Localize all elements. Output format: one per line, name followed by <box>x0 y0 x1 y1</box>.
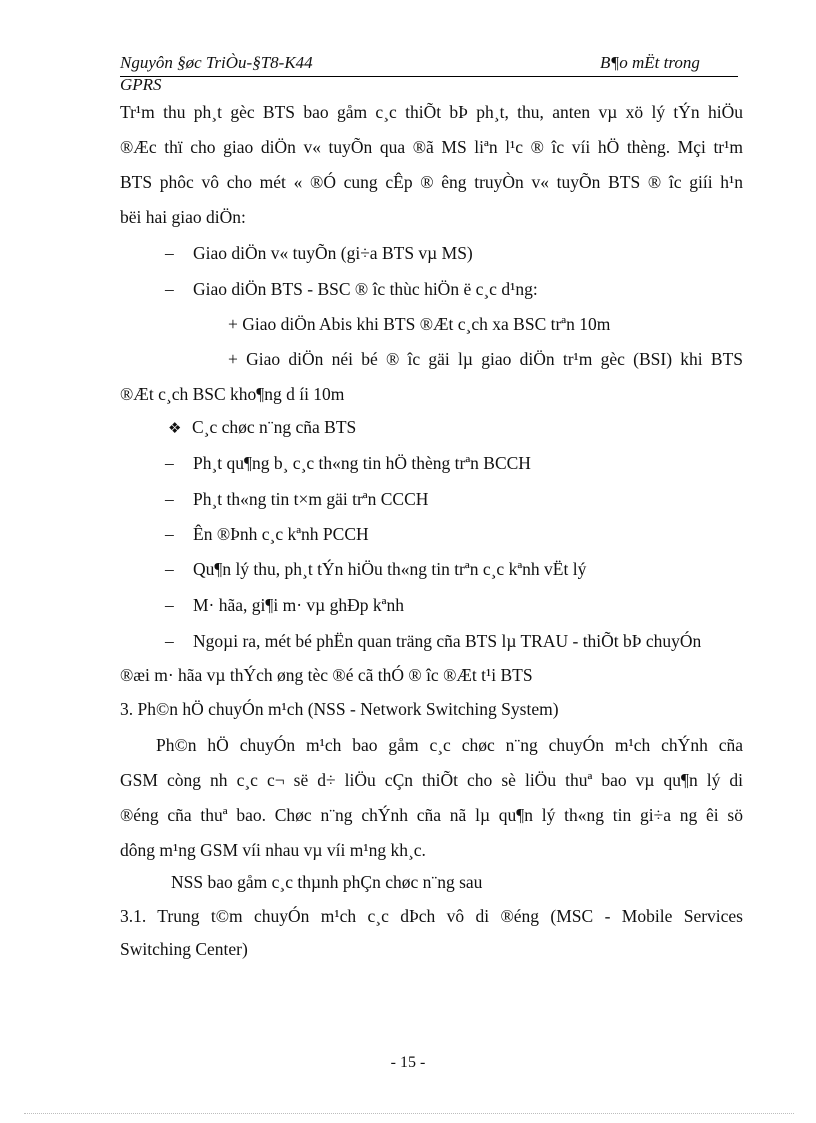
list-item-continuation: ®æi m· hãa vµ thÝch øng tèc ®é cã thÓ ® îc ®Æt t¹i BTS <box>120 665 533 685</box>
header-divider <box>120 76 738 77</box>
header-title-continuation: GPRS <box>120 75 162 94</box>
paragraph-line: GSM còng nh c¸c c¬ së d÷ liÖu cÇn thiÕt cho sè liÖu thuª bao vµ qu¶n lý di <box>120 770 743 790</box>
bullet-heading-text: C¸c chøc n¨ng cña BTS <box>192 417 357 437</box>
paragraph-line: BTS phôc vô cho mét « ®Ó cung cÊp ® êng truyÒn v« tuyÕn BTS ® îc giíi h¹n <box>120 172 743 192</box>
list-item-text: M· hãa, gi¶i m· vµ ghÐp kªnh <box>193 595 404 615</box>
dash-marker: – <box>165 243 174 263</box>
dash-marker: – <box>165 595 174 615</box>
section-heading: 3.1. Trung t©m chuyÓn m¹ch c¸c dÞch vô di ®éng (MSC - Mobile Services <box>120 906 743 926</box>
section-heading-continuation: Switching Center) <box>120 939 248 959</box>
sub-list-item: + Giao diÖn néi bé ® îc gäi lµ giao diÖn tr¹m gèc (BSI) khi BTS <box>228 349 743 369</box>
list-item <box>165 242 473 264</box>
dash-marker: – <box>165 524 174 544</box>
list-item-text: Ngoµi ra, mét bé phËn quan träng cña BTS lµ TRAU - thiÕt bÞ chuyÓn <box>193 631 702 651</box>
list-item <box>165 452 531 474</box>
sub-list-item: + Giao diÖn Abis khi BTS ®Æt c¸ch xa BSC trªn 10m <box>228 314 611 334</box>
list-item <box>165 558 586 580</box>
dash-marker: – <box>165 489 174 509</box>
list-item-text: Giao diÖn BTS - BSC ® îc thùc hiÖn ë c¸c d¹ng: <box>193 279 538 299</box>
list-item-text: Giao diÖn v« tuyÕn (gi÷a BTS vµ MS) <box>193 243 473 263</box>
sub-list-item-continuation: ®Æt c¸ch BSC kho¶ng d íi 10m <box>120 384 345 404</box>
section-heading: 3. Ph©n hÖ chuyÓn m¹ch (NSS - Network Switching System) <box>120 699 559 719</box>
paragraph-line: NSS bao gåm c¸c thµnh phÇn chøc n¨ng sau <box>171 872 483 892</box>
paragraph-line: Tr¹m thu ph¸t gèc BTS bao gåm c¸c thiÕt bÞ ph¸t, thu, anten vµ xö lý tÝn hiÖu <box>120 102 743 122</box>
diamond-bullet-icon: ❖ <box>168 419 182 437</box>
paragraph-line: dông m¹ng GSM víi nhau vµ víi m¹ng kh¸c. <box>120 840 426 860</box>
bullet-heading <box>168 416 356 439</box>
list-item <box>165 594 404 616</box>
paragraph-line: ®éng cña thuª bao. Chøc n¨ng chÝnh cña nã lµ qu¶n lý th«ng tin gi÷a ng êi sö <box>120 805 743 825</box>
dash-marker: – <box>165 279 174 299</box>
page-number: - 15 - <box>390 1054 426 1071</box>
dash-marker: – <box>165 453 174 473</box>
paragraph-line: bëi hai giao diÖn: <box>120 207 246 227</box>
page-bottom-dotted-line <box>24 1113 794 1114</box>
list-item-text: Qu¶n lý thu, ph¸t tÝn hiÖu th«ng tin trªn c¸c kªnh vËt lý <box>193 559 587 579</box>
header-author: Nguyôn §øc TriÒu-§T8-K44 <box>120 53 313 72</box>
list-item <box>165 630 701 652</box>
header-title: B¶o mËt trong <box>600 53 700 72</box>
dash-marker: – <box>165 559 174 579</box>
paragraph-line: ®Æc thï cho giao diÖn v« tuyÕn qua ®ã MS liªn l¹c ® îc víi hÖ thèng. Mçi tr¹m <box>120 137 743 157</box>
dash-marker: – <box>165 631 174 651</box>
list-item <box>165 278 538 300</box>
list-item-text: Ên ®Þnh c¸c kªnh PCCH <box>193 524 369 544</box>
paragraph-line: Ph©n hÖ chuyÓn m¹ch bao gåm c¸c chøc n¨ng chuyÓn m¹ch chÝnh cña <box>156 735 743 755</box>
list-item <box>165 488 428 510</box>
list-item-text: Ph¸t qu¶ng b¸ c¸c th«ng tin hÖ thèng trªn BCCH <box>193 453 531 473</box>
list-item <box>165 523 369 545</box>
list-item-text: Ph¸t th«ng tin t×m gäi trªn CCCH <box>193 489 429 509</box>
